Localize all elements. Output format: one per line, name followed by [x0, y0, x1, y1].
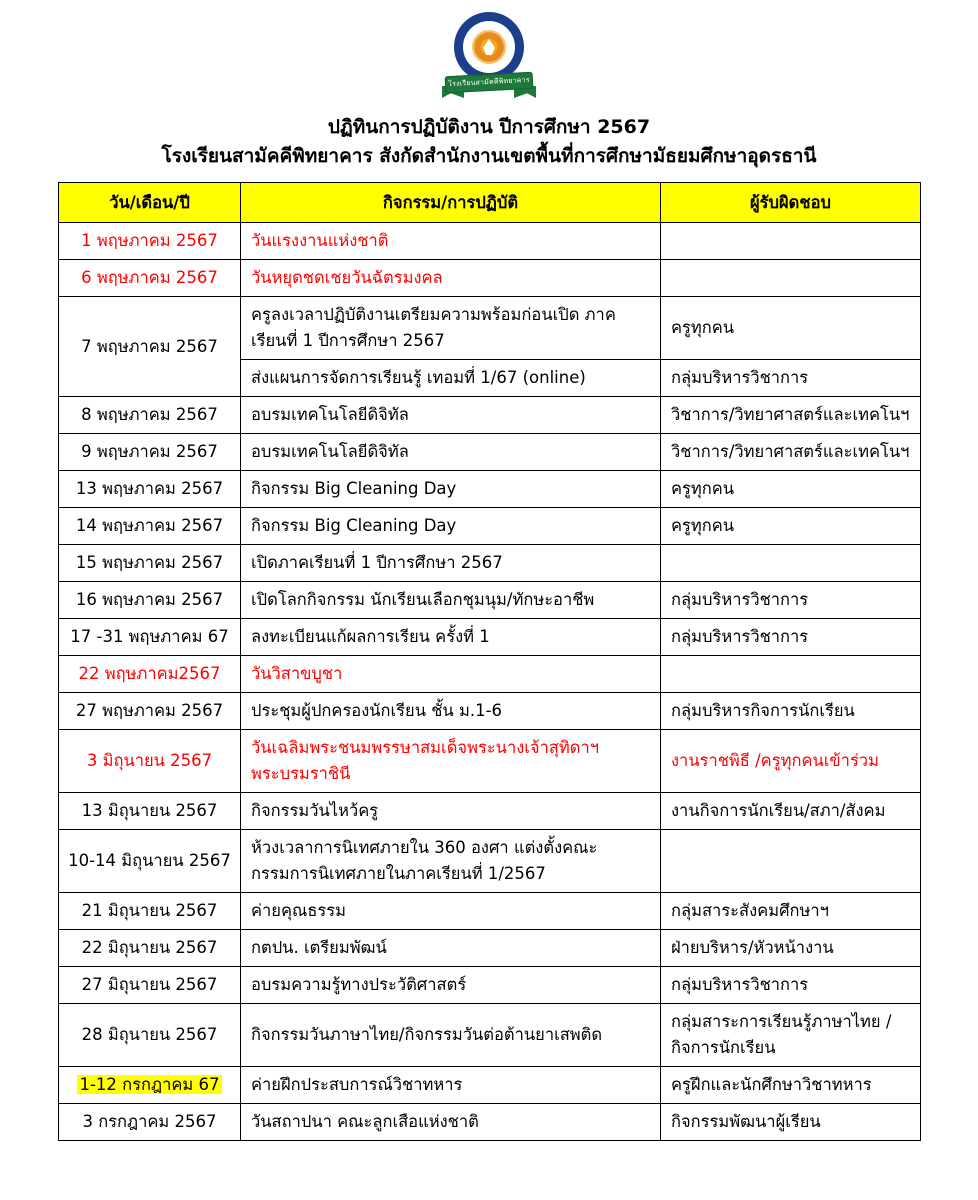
- school-emblem-icon: [441, 10, 537, 106]
- cell-activity: ห้วงเวลาการนิเทศภายใน 360 องศา แต่งตั้งคณะกรรมการนิเทศภายในภาคเรียนที่ 1/2567: [241, 830, 661, 893]
- cell-responsible: กิจกรรมพัฒนาผู้เรียน: [661, 1104, 921, 1141]
- table-body: [59, 223, 921, 1141]
- cell-date: 6 พฤษภาคม 2567: [59, 260, 241, 297]
- table-row: [59, 793, 921, 830]
- table-row: [59, 508, 921, 545]
- cell-responsible: ครูฝึกและนักศึกษาวิชาทหาร: [661, 1067, 921, 1104]
- emblem-sun-icon: [472, 30, 506, 64]
- emblem-banner-text: โรงเรียนสามัคคีพิทยาคาร: [448, 75, 530, 89]
- page-title: [58, 112, 920, 170]
- header-date: วัน/เดือน/ปี: [59, 183, 241, 223]
- table-row: [59, 1004, 921, 1067]
- date-highlight: 1-12 กรกฎาคม 67: [79, 1075, 220, 1094]
- cell-responsible: งานกิจการนักเรียน/สภา/สังคม: [661, 793, 921, 830]
- calendar-table: [58, 182, 921, 1141]
- cell-activity: เปิดภาคเรียนที่ 1 ปีการศึกษา 2567: [241, 545, 661, 582]
- cell-activity: กตปน. เตรียมพัฒน์: [241, 930, 661, 967]
- cell-date: 3 มิถุนายน 2567: [59, 730, 241, 793]
- table-row: [59, 582, 921, 619]
- cell-date: 22 มิถุนายน 2567: [59, 930, 241, 967]
- cell-responsible: วิชาการ/วิทยาศาสตร์และเทคโนฯ: [661, 397, 921, 434]
- table-row: [59, 930, 921, 967]
- table-row: [59, 223, 921, 260]
- cell-responsible: ฝ่ายบริหาร/หัวหน้างาน: [661, 930, 921, 967]
- title-line-1: ปฏิทินการปฏิบัติงาน ปีการศึกษา 2567: [327, 116, 651, 138]
- cell-responsible: ครูทุกคน: [661, 471, 921, 508]
- header-responsible: ผู้รับผิดชอบ: [661, 183, 921, 223]
- cell-activity: กิจกรรมวันภาษาไทย/กิจกรรมวันต่อต้านยาเสพติด: [241, 1004, 661, 1067]
- cell-date: 22 พฤษภาคม2567: [59, 656, 241, 693]
- cell-responsible: กลุ่มสาระสังคมศึกษาฯ: [661, 893, 921, 930]
- cell-activity: ครูลงเวลาปฏิบัติงานเตรียมความพร้อมก่อนเปิด ภาคเรียนที่ 1 ปีการศึกษา 2567: [241, 297, 661, 360]
- table-row: [59, 545, 921, 582]
- table-header-row: [59, 183, 921, 223]
- cell-date: 28 มิถุนายน 2567: [59, 1004, 241, 1067]
- cell-date: [59, 1067, 241, 1104]
- cell-activity: ส่งแผนการจัดการเรียนรู้ เทอมที่ 1/67 (online): [241, 360, 661, 397]
- cell-date: 27 มิถุนายน 2567: [59, 967, 241, 1004]
- cell-date: 17 -31 พฤษภาคม 67: [59, 619, 241, 656]
- cell-date: 13 พฤษภาคม 2567: [59, 471, 241, 508]
- logo-container: [58, 10, 920, 112]
- cell-activity: วันหยุดชดเชยวันฉัตรมงคล: [241, 260, 661, 297]
- cell-activity: อบรมเทคโนโลยีดิจิทัล: [241, 397, 661, 434]
- cell-activity: วันสถาปนา คณะลูกเสือแห่งชาติ: [241, 1104, 661, 1141]
- cell-responsible: [661, 656, 921, 693]
- cell-activity: กิจกรรม Big Cleaning Day: [241, 471, 661, 508]
- emblem-banner: [441, 66, 537, 100]
- cell-date: 13 มิถุนายน 2567: [59, 793, 241, 830]
- table-row: [59, 730, 921, 793]
- cell-responsible: กลุ่มบริหารวิชาการ: [661, 967, 921, 1004]
- cell-activity: ค่ายฝึกประสบการณ์วิชาทหาร: [241, 1067, 661, 1104]
- cell-responsible: กลุ่มสาระการเรียนรู้ภาษาไทย /กิจการนักเรียน: [661, 1004, 921, 1067]
- title-line-2: โรงเรียนสามัคคีพิทยาคาร สังกัดสำนักงานเขตพื้นที่การศึกษามัธยมศึกษาอุดรธานี: [161, 145, 817, 167]
- table-row: [59, 434, 921, 471]
- cell-responsible: [661, 545, 921, 582]
- table-row: [59, 297, 921, 360]
- cell-date: 21 มิถุนายน 2567: [59, 893, 241, 930]
- cell-responsible: กลุ่มบริหารวิชาการ: [661, 582, 921, 619]
- cell-activity: กิจกรรมวันไหว้ครู: [241, 793, 661, 830]
- cell-activity: เปิดโลกกิจกรรม นักเรียนเลือกชุมนุม/ทักษะอาชีพ: [241, 582, 661, 619]
- cell-activity: ลงทะเบียนแก้ผลการเรียน ครั้งที่ 1: [241, 619, 661, 656]
- cell-responsible: กลุ่มบริหารวิชาการ: [661, 619, 921, 656]
- cell-date: 7 พฤษภาคม 2567: [59, 297, 241, 397]
- cell-activity: อบรมความรู้ทางประวัติศาสตร์: [241, 967, 661, 1004]
- cell-responsible: กลุ่มบริหารวิชาการ: [661, 360, 921, 397]
- cell-activity: กิจกรรม Big Cleaning Day: [241, 508, 661, 545]
- table-row: [59, 619, 921, 656]
- table-row: [59, 656, 921, 693]
- cell-date: 16 พฤษภาคม 2567: [59, 582, 241, 619]
- table-row: [59, 830, 921, 893]
- cell-responsible: [661, 223, 921, 260]
- cell-activity: ประชุมผู้ปกครองนักเรียน ชั้น ม.1-6: [241, 693, 661, 730]
- cell-date: 10-14 มิถุนายน 2567: [59, 830, 241, 893]
- table-row: [59, 397, 921, 434]
- cell-activity: ค่ายคุณธรรม: [241, 893, 661, 930]
- cell-date: 3 กรกฎาคม 2567: [59, 1104, 241, 1141]
- cell-date: 8 พฤษภาคม 2567: [59, 397, 241, 434]
- cell-date: 14 พฤษภาคม 2567: [59, 508, 241, 545]
- cell-responsible: [661, 830, 921, 893]
- table-row: [59, 1104, 921, 1141]
- table-row: [59, 967, 921, 1004]
- cell-date: 15 พฤษภาคม 2567: [59, 545, 241, 582]
- header-activity: กิจกรรม/การปฏิบัติ: [241, 183, 661, 223]
- cell-responsible: วิชาการ/วิทยาศาสตร์และเทคโนฯ: [661, 434, 921, 471]
- cell-activity: อบรมเทคโนโลยีดิจิทัล: [241, 434, 661, 471]
- cell-activity: วันแรงงานแห่งชาติ: [241, 223, 661, 260]
- cell-activity: วันเฉลิมพระชนมพรรษาสมเด็จพระนางเจ้าสุทิดาฯ พระบรมราชินี: [241, 730, 661, 793]
- cell-activity: วันวิสาขบูชา: [241, 656, 661, 693]
- cell-responsible: กลุ่มบริหารกิจการนักเรียน: [661, 693, 921, 730]
- table-row: [59, 260, 921, 297]
- cell-responsible: งานราชพิธี /ครูทุกคนเข้าร่วม: [661, 730, 921, 793]
- cell-responsible: ครูทุกคน: [661, 297, 921, 360]
- cell-date: 1 พฤษภาคม 2567: [59, 223, 241, 260]
- table-row: [59, 693, 921, 730]
- table-row: [59, 893, 921, 930]
- table-row: [59, 1067, 921, 1104]
- cell-responsible: [661, 260, 921, 297]
- table-row: [59, 471, 921, 508]
- cell-date: 9 พฤษภาคม 2567: [59, 434, 241, 471]
- cell-responsible: ครูทุกคน: [661, 508, 921, 545]
- cell-date: 27 พฤษภาคม 2567: [59, 693, 241, 730]
